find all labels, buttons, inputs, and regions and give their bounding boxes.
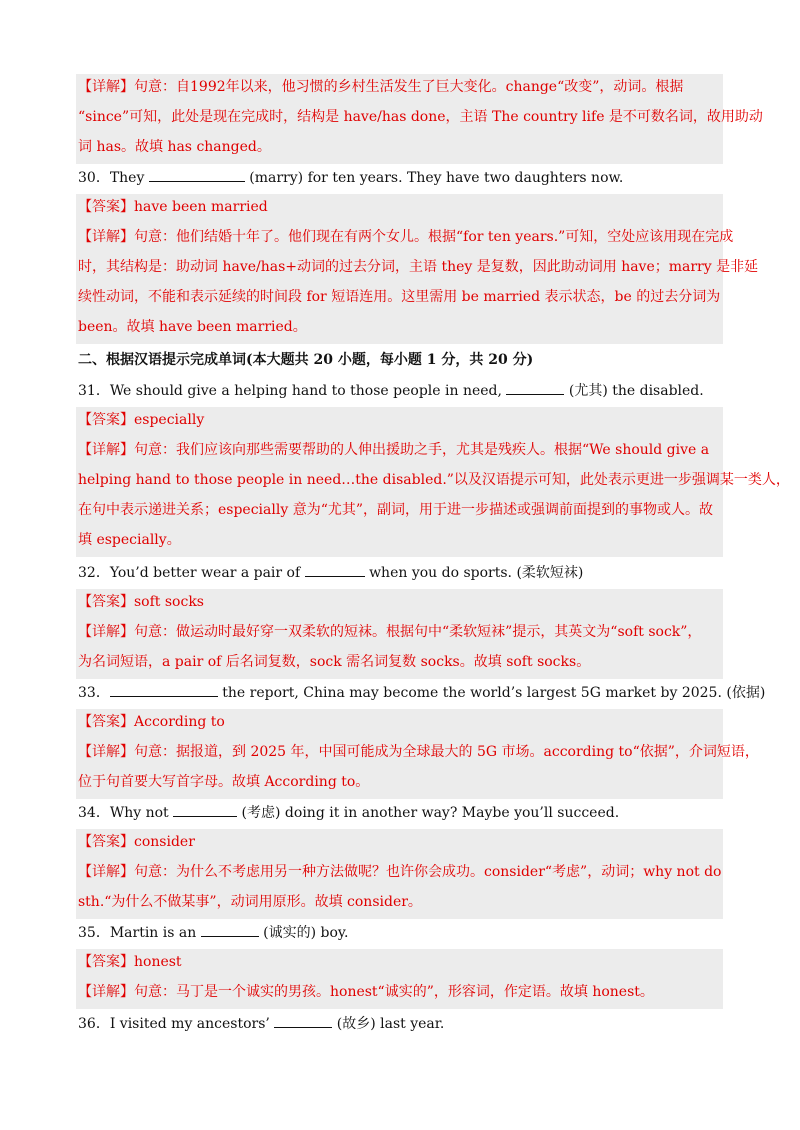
- detail-line: 词 has。故填 has changed。: [78, 139, 271, 155]
- detail-line: 【详解】句意：马丁是一个诚实的男孩。honest“诚实的”，形容词，作定语。故填 honest。: [78, 984, 654, 1000]
- detail-line: 为名词短语，a pair of 后名词复数，sock 需名词复数 socks。故填 soft socks。: [78, 654, 591, 670]
- answer-blank[interactable]: [201, 922, 259, 937]
- question-text: (考虑) doing it in another way? Maybe you’ll succeed.: [237, 805, 620, 821]
- detail-line: 【详解】句意：为什么不考虑用另一种方法做呢？也许你会成功。consider“考虑”，动词；why not do: [78, 864, 722, 880]
- answer-line: 【答案】soft socks: [78, 594, 204, 610]
- answer-line: 【答案】According to: [78, 714, 225, 730]
- answer-line: 【答案】especially: [78, 412, 205, 428]
- question-text: (故乡) last year.: [332, 1016, 445, 1032]
- answer-line: 【答案】have been married: [78, 199, 268, 215]
- detail-line: helping hand to those people in need…the disabled.”以及汉语提示可知，此处表示更进一步强调某一类人，: [78, 472, 790, 488]
- answer-line: 【答案】honest: [78, 954, 182, 970]
- question-text: (marry) for ten years. They have two daughters now.: [244, 170, 624, 186]
- question-text: when you do sports. (柔软短袜): [364, 565, 584, 581]
- question-text: 34．Why not: [78, 805, 174, 821]
- answer-blank[interactable]: [506, 380, 564, 395]
- answer-blank[interactable]: [110, 682, 218, 697]
- question-34: [78, 802, 619, 823]
- question-30: [78, 167, 623, 188]
- detail-line: sth.“为什么不做某事”，动词用原形。故填 consider。: [78, 894, 422, 910]
- answer-blank[interactable]: [274, 1013, 332, 1028]
- detail-line: 位于句首要大写首字母。故填 According to。: [78, 774, 370, 790]
- question-text: 31．We should give a helping hand to those people in need,: [78, 383, 507, 399]
- answer-blank[interactable]: [149, 167, 245, 182]
- answer-blank[interactable]: [173, 802, 237, 817]
- answer-blank[interactable]: [305, 562, 365, 577]
- section-heading: 二、根据汉语提示完成单词(本大题共 20 小题，每小题 1 分，共 20 分): [78, 352, 534, 368]
- question-text: (诚实的) boy.: [258, 925, 349, 941]
- question-36: [78, 1013, 444, 1034]
- question-text: 36．I visited my ancestors’: [78, 1016, 275, 1032]
- detail-line: been。故填 have been married。: [78, 319, 307, 335]
- question-32: [78, 562, 583, 583]
- question-text: 33．: [78, 685, 110, 701]
- question-text: (尤其) the disabled.: [564, 383, 704, 399]
- detail-line: 时，其结构是：助动词 have/has+动词的过去分词，主语 they 是复数，因此助动词用 have；marry 是非延: [78, 259, 759, 275]
- detail-line: 【详解】句意：据报道，到 2025 年，中国可能成为全球最大的 5G 市场。according to“依据”，介词短语，: [78, 744, 759, 760]
- detail-line: 【详解】句意：自1992年以来，他习惯的乡村生活发生了巨大变化。change“改变”，动词。根据: [78, 79, 684, 95]
- detail-line: 【详解】句意：我们应该向那些需要帮助的人伸出援助之手，尤其是残疾人。根据“We should give a: [78, 442, 710, 458]
- detail-line: 填 especially。: [78, 532, 181, 548]
- detail-line: 【详解】句意：做运动时最好穿一双柔软的短袜。根据句中“柔软短袜”提示，其英文为“soft sock”，: [78, 624, 702, 640]
- detail-line: 【详解】句意：他们结婚十年了。他们现在有两个女儿。根据“for ten years.”可知，空处应该用现在完成: [78, 229, 734, 245]
- answer-line: 【答案】consider: [78, 834, 195, 850]
- question-text: 30．They: [78, 170, 149, 186]
- question-text: 32．You’d better wear a pair of: [78, 565, 305, 581]
- question-text: 35．Martin is an: [78, 925, 201, 941]
- question-31: [78, 380, 704, 401]
- question-33: [78, 682, 765, 703]
- detail-line: 在句中表示递进关系；especially 意为“尤其”，副词，用于进一步描述或强调前面提到的事物或人。故: [78, 502, 714, 518]
- detail-line: “since”可知，此处是现在完成时，结构是 have/has done，主语 The country life 是不可数名词，故用助动: [78, 109, 763, 125]
- question-text: the report, China may become the world’s largest 5G market by 2025. (依据): [217, 685, 766, 701]
- question-35: [78, 922, 348, 943]
- detail-line: 续性动词，不能和表示延续的时间段 for 短语连用。这里需用 be married 表示状态，be 的过去分词为: [78, 289, 721, 305]
